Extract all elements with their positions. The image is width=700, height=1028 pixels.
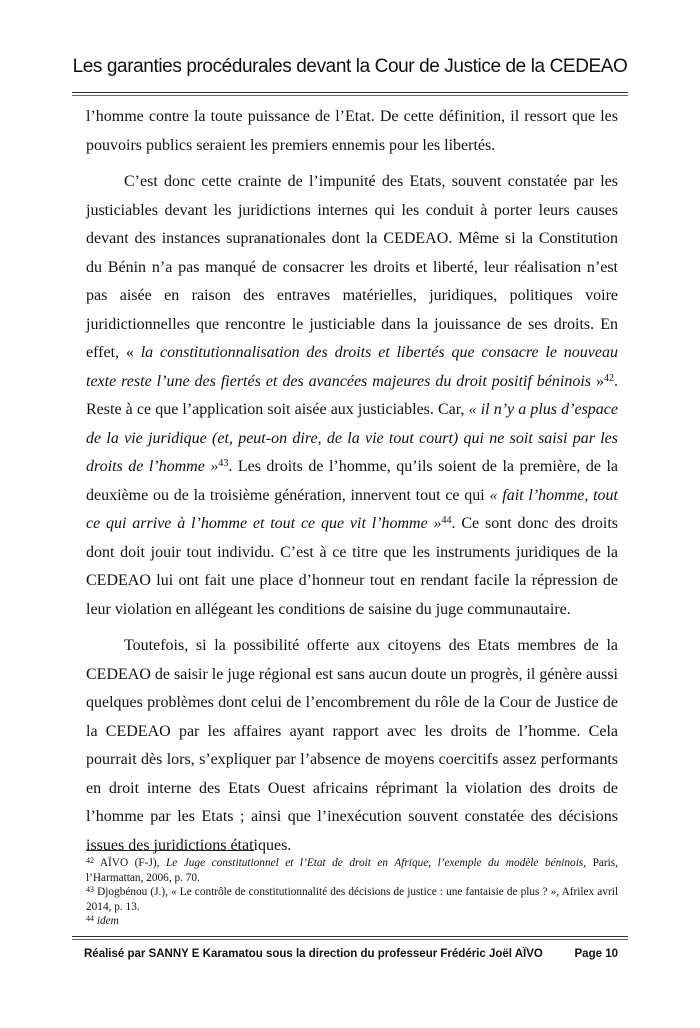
footnote-43-text: Djogbénou (J.), « Le contrôle de constitutionnalité des décisions de justice : une fantaisie de plus ? », Afrilex avril 2014, p. 13. [86, 886, 618, 913]
footnote-number-42: 42 [86, 856, 94, 865]
p2-text-e: . Ce sont donc des droits dont doit jouir tout individu. C’est à ce titre que les instruments juridiques de la CEDEAO lui ont fait une place d’honneur tout en rendant facile la répression de leur violation en allégeant les conditions de saisine du juge communautaire. [86, 515, 618, 618]
quote-3: « fait l’homme, tout ce qui arrive à l’homme et tout ce que vit l’homme » [86, 486, 618, 532]
footer-credit: Réalisé par SANNY E Karamatou sous la direction du professeur Frédéric Joël AÏVO [84, 948, 543, 960]
footnote-number-43: 43 [86, 885, 94, 895]
p2-text-c: . Reste à ce que l’application soit aisée aux justiciables. Car, [86, 372, 619, 418]
running-header: Les garanties procédurales devant la Cour de Justice de la CEDEAO [72, 56, 628, 77]
footnote-ref-44[interactable]: 44 [441, 515, 452, 526]
footnote-44-text: idem [96, 915, 119, 928]
paragraph-1: l’homme contre la toute puissance de l’Etat. De cette définition, il ressort que les pouvoirs publics seraient les premiers ennemis pour les libertés. [86, 108, 618, 154]
p2-text-b: » [591, 372, 605, 390]
paragraph-3: Toutefois, si la possibilité offerte aux citoyens des Etats membres de la CEDEAO de saisir le juge régional est sans aucun doute un progrès, il génère aussi quelques problèmes dont celui de l’encombrement du rôle de la Cour de Justice de la CEDEAO par les affaires ayant rapport avec les droits de l’homme. Cela pourrait dès lors, s’expliquer par l’absence de moyens coercitifs assez performants en droit interne des Etats Ouest africains réprimant la violation des droits de l’homme par les Etats ; ainsi que l’inexécution souvent constatée des décisions issues des juridictions étatiques. [86, 637, 618, 854]
footnote-ref-42[interactable]: 42 [604, 372, 615, 384]
footnote-42 [86, 856, 618, 885]
footnote-42-author: AÏVO (F-J), [94, 857, 166, 869]
footnote-separator [86, 850, 254, 851]
footnote-43 [86, 885, 618, 914]
footnote-44 [86, 914, 618, 929]
header-rule-thin [72, 95, 628, 96]
footnote-number-44: 44 [86, 914, 94, 924]
footnote-42-title: Le Juge constitutionnel et l’Etat de droit en Afrique, l’exemple du modèle béninois, [165, 857, 587, 869]
quote-2: « il n’y a plus d’espace de la vie juridique (et, peut-on dire, de la vie tout court) qui ne soit saisi par les droits de l’homme » [86, 401, 618, 475]
footnotes [86, 856, 618, 929]
p2-text-d: . Les droits de l’homme, qu’ils soient de la première, de la deuxième ou de la troisième génération, innervent tout ce qui [86, 458, 618, 504]
paragraph-2 [86, 168, 618, 624]
header-rule [72, 92, 628, 93]
footnote-42-pub: Paris, l’Harmattan, 2006, p. 70. [86, 857, 618, 884]
page-number: Page 10 [574, 948, 618, 960]
footnote-ref-43[interactable]: 43 [218, 458, 229, 469]
quote-1: la constitutionnalisation des droits et libertés que consacre le nouveau texte reste l’une des fiertés et des avancées majeures du droit positif béninois [86, 344, 619, 390]
body-text [86, 103, 618, 860]
p2-text-a: C’est donc cette crainte de l’impunité des Etats, souvent constatée par les justiciables devant les juridictions internes qui les conduit à porter leurs causes devant des instances supranationales dont la CEDEAO. Même si la Constitution du Bénin n’a pas manqué de consacrer les droits et liberté, leur réalisation n’est pas aisée en raison des entraves matérielles, juridiques, politiques voire juridictionnelles que rencontre le justiciable dans la jouissance de ses droits. En effet, « [86, 173, 618, 361]
footer-rule [72, 936, 628, 937]
footer-rule-thin [72, 939, 628, 940]
